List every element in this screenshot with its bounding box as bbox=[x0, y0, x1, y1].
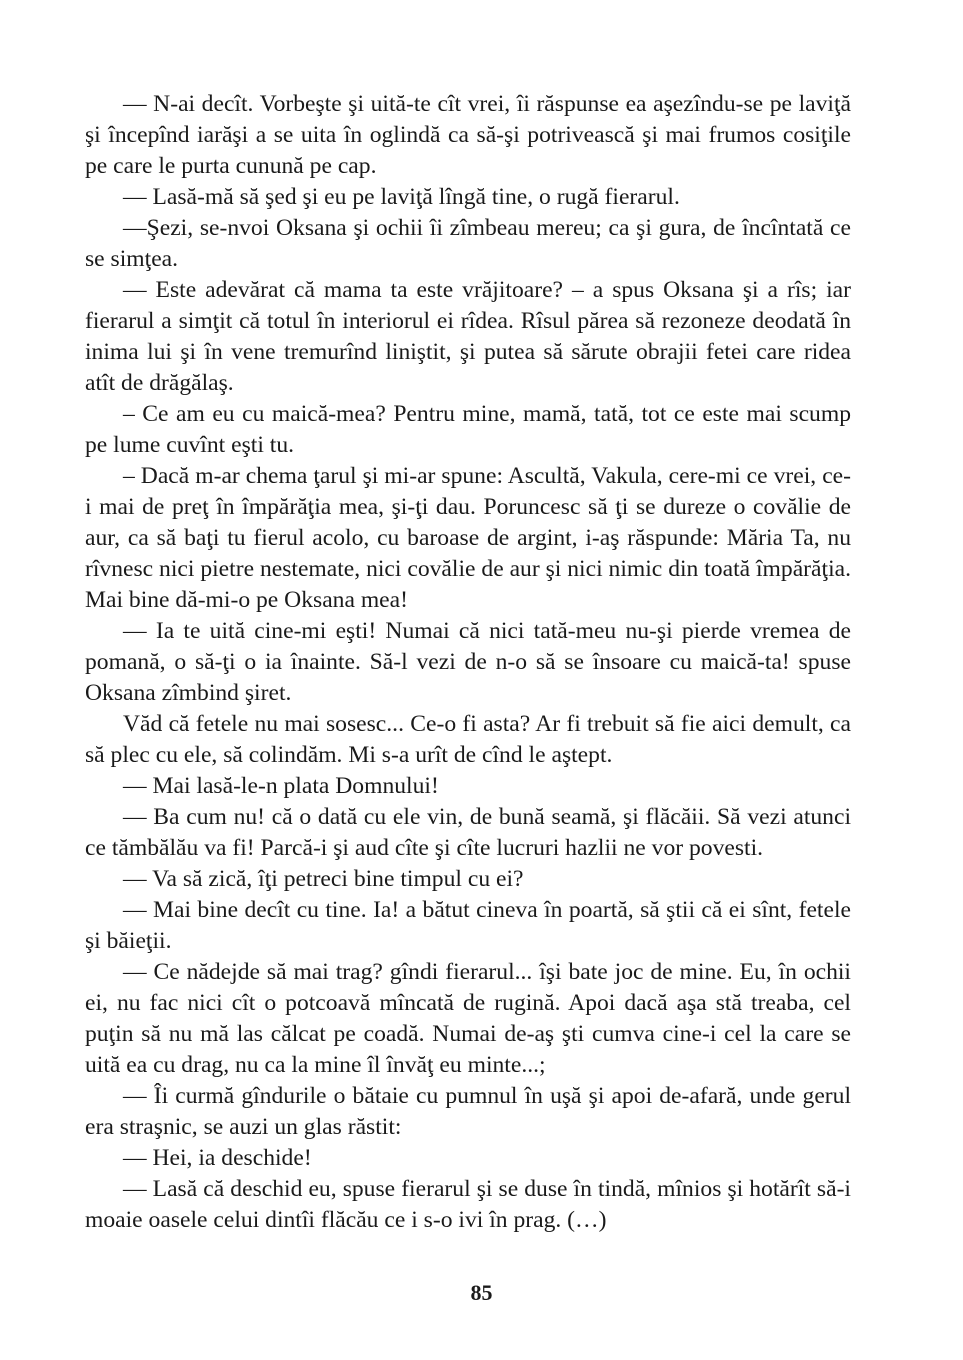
paragraph: — Lasă-mă să şed şi eu pe laviţă lîngă tine, o rugă fierarul. bbox=[123, 184, 680, 210]
paragraph: — Mai lasă-le-n plata Domnului! bbox=[123, 773, 439, 799]
paragraph: —Şezi, se-nvoi Oksana şi ochii îi zîmbeau mereu; ca şi gura, de încîntată ce se simţea. bbox=[85, 215, 851, 272]
paragraph: Văd că fetele nu mai sosesc... Ce-o fi asta? Ar fi trebuit să fie aici demult, ca să plec cu ele, să colindăm. Mi s-a urît de cînd le aştept. bbox=[85, 711, 851, 768]
paragraph: — Ia te uită cine-mi eşti! Numai că nici tată-meu nu-şi pierde vremea de pomană, o să-ţi o ia înainte. Să-l vezi de n-o să se însoare cu maică-ta! spuse Oksana zîmbind şiret. bbox=[85, 618, 851, 706]
paragraph: — Îi curmă gîndurile o bătaie cu pumnul în uşă şi apoi de-afară, unde gerul era straşnic, se auzi un glas răstit: bbox=[85, 1083, 851, 1140]
paragraph: — Este adevărat că mama ta este vrăjitoare? – a spus Oksana şi a rîs; iar fierarul a simţit că totul în interiorul ei rîdea. Rîsul părea să rezoneze deodată în inima lui şi în vene tremurînd liniştit, şi putea să sărute obrajii fetei care ridea atît de drăgălaş. bbox=[85, 277, 851, 396]
page-body bbox=[85, 89, 851, 1236]
paragraph: — Lasă că deschid eu, spuse fierarul şi se duse în tindă, mînios şi hotărît să-i moaie oasele celui dintîi flăcău ce i s-o ivi în prag. (…) bbox=[85, 1176, 851, 1233]
paragraph: – Dacă m-ar chema ţarul şi mi-ar spune: Ascultă, Vakula, cere-mi ce vrei, ce-i mai de preţ în împărăţia mea, şi-ţi dau. Poruncesc să ţi se dureze o covălie de aur, ca să baţi tu fierul acolo, cu baroase de argint, i-aş răspunde: Măria Ta, nu rîvnesc nici pietre nestemate, nici covălie de aur şi nici nimic din toată împărăţia. Mai bine dă-mi-o pe Oksana mea! bbox=[85, 463, 851, 613]
paragraph: — Ba cum nu! că o dată cu ele vin, de bună seamă, şi flăcăii. Să vezi atunci ce tămbălău va fi! Parcă-i şi aud cîte şi cîte lucruri hazlii ne vor povesti. bbox=[85, 804, 851, 861]
paragraph: — Va să zică, îţi petreci bine timpul cu ei? bbox=[123, 866, 524, 892]
paragraph: — N-ai decît. Vorbeşte şi uită-te cît vrei, îi răspunse ea aşezîndu-se pe laviţă şi începînd iarăşi a se uita în oglindă ca să-şi potrivească şi mai frumos cosiţile pe care le purta cunună pe cap. bbox=[85, 91, 851, 179]
paragraph: — Ce nădejde să mai trag? gîndi fierarul... îşi bate joc de mine. Eu, în ochii ei, nu fac nici cît o potcoavă mîncată de rugină. Apoi dacă aşa stă treaba, cel puţin să nu mă las călcat pe coadă. Numai de-aş şti cumva cine-i cel la care se uită ea cu drag, nu ca la mine îl învăţ eu minte...; bbox=[85, 959, 851, 1078]
paragraph: — Mai bine decît cu tine. Ia! a bătut cineva în poartă, să ştii că ei sînt, fetele şi băieţii. bbox=[85, 897, 851, 954]
paragraph: – Ce am eu cu maică-mea? Pentru mine, mamă, tată, tot ce este mai scump pe lume cuvînt eşti tu. bbox=[85, 401, 851, 458]
paragraph: — Hei, ia deschide! bbox=[123, 1145, 312, 1171]
page-number: 85 bbox=[470, 1280, 493, 1305]
